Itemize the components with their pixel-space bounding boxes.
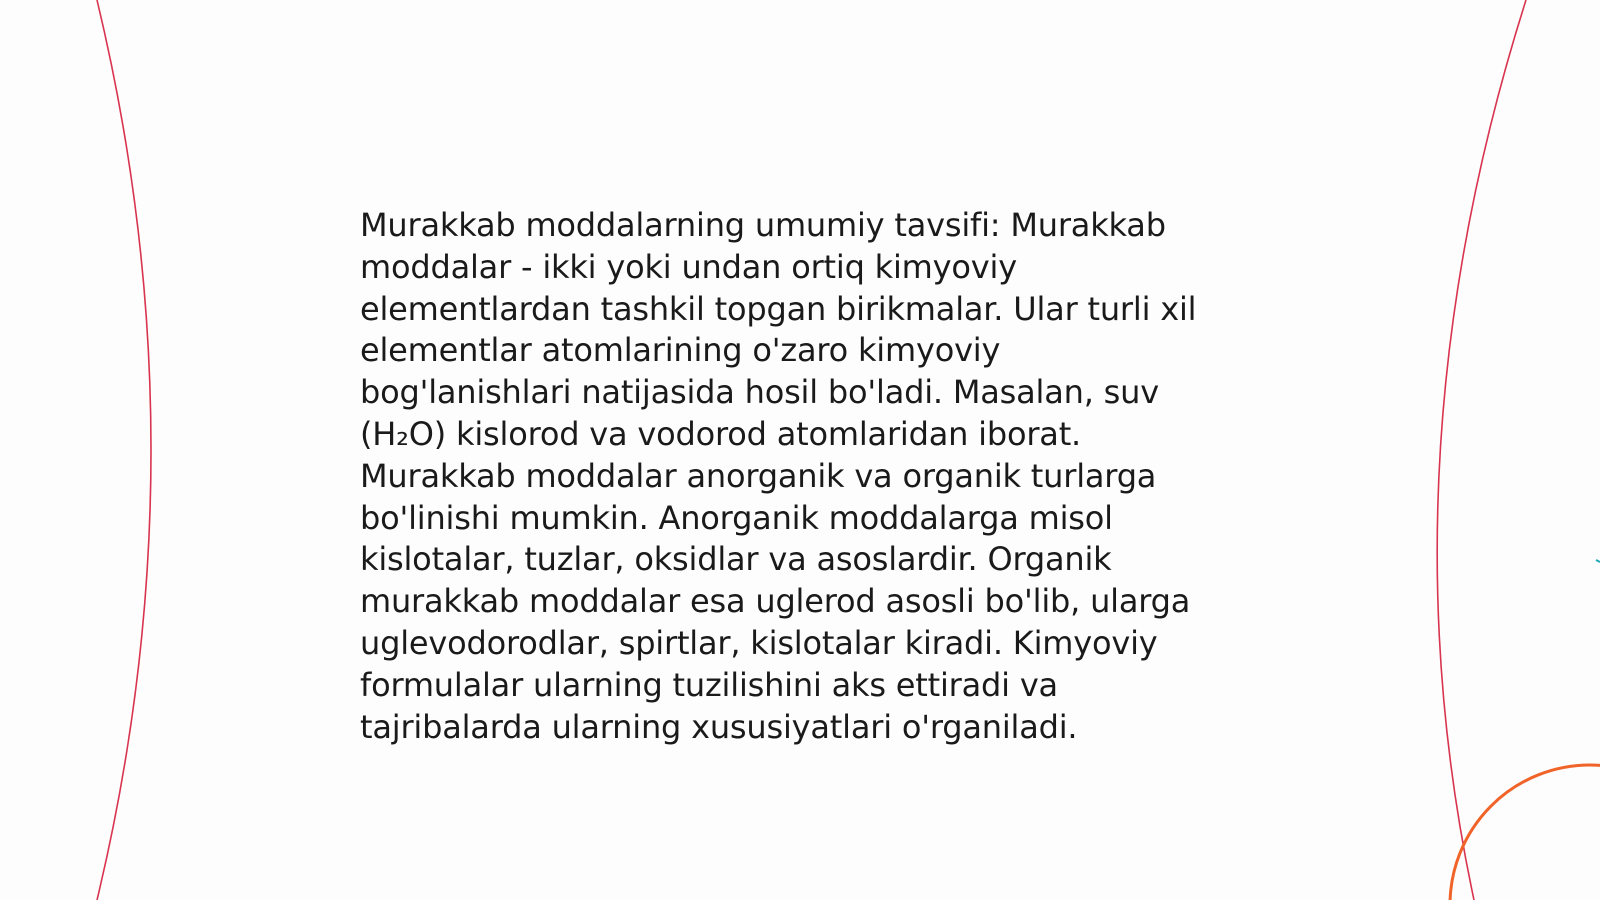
teal-accent bbox=[1596, 560, 1600, 562]
orange-circle-outline bbox=[1450, 765, 1600, 900]
left-arc-line bbox=[97, 0, 151, 900]
slide-body-text: Murakkab moddalarning umumiy tavsifi: Murakkab moddalar - ikki yoki undan ortiq kimyoviy elementlardan tashkil topgan birikmalar. Ular turli xil elementlar atomlarining o'zaro kimyoviy bog'lanishlari natijasida hosil bo'ladi. Masalan, suv (H₂O) kislorod va vodorod atomlaridan iborat. Murakkab moddalar anorganik va organik turlarga bo'linishi mumkin. Anorganik moddalarga misol kislotalar, tuzlar, oksidlar va asoslardir. Organik murakkab moddalar esa uglerod asosli bo'lib, ularga uglevodorodlar, spirtlar, kislotalar kiradi. Kimyoviy formulalar ularning tuzilishini aks ettiradi va tajribalarda ularning xususiyatlari o'rganiladi. bbox=[360, 206, 1197, 746]
right-arc-line bbox=[1437, 0, 1526, 900]
